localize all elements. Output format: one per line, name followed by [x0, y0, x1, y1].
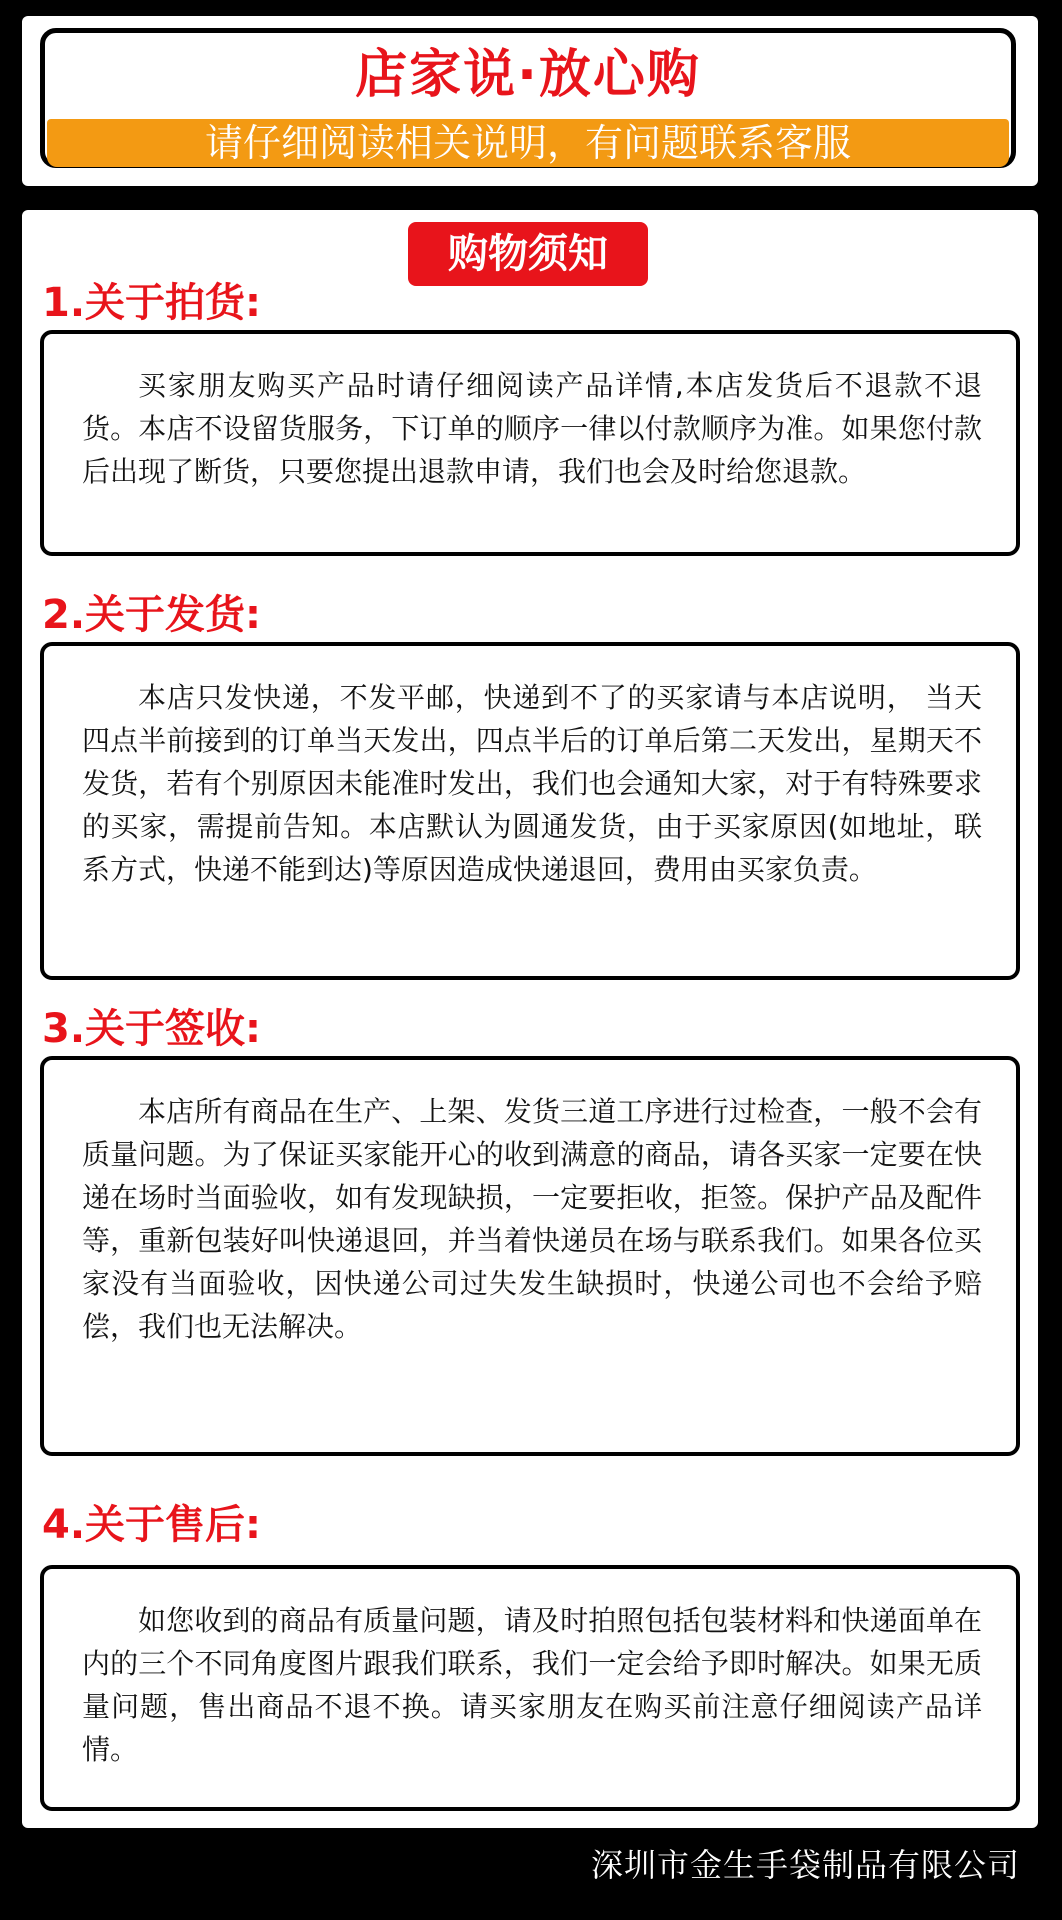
section-text-ordering: 买家朋友购买产品时请仔细阅读产品详情,本店发货后不退款不退货。本店不设留货服务，下订单的顺序一律以付款顺序为准。如果您付款后出现了断货，只要您提出退款申请，我们也会及时给您退款。: [82, 369, 982, 488]
header-frame: [40, 28, 1016, 168]
section-text-aftersales: 如您收到的商品有质量问题，请及时拍照包括包装材料和快递面单在内的三个不同角度图片跟我们联系，我们一定会给予即时解决。如果无质量问题，售出商品不退不换。请买家朋友在购买前注意仔细阅读产品详情。: [82, 1604, 982, 1766]
section-box-ordering: [40, 330, 1020, 556]
page-title: 店家说·放心购: [355, 45, 701, 105]
section-text-receipt: 本店所有商品在生产、上架、发货三道工序进行过检查，一般不会有质量问题。为了保证买家能开心的收到满意的商品，请各买家一定要在快递在场时当面验收，如有发现缺损，一定要拒收，拒签。保护产品及配件等，重新包装好叫快递退回，并当着快递员在场与联系我们。如果各位买家没有当面验收，因快递公司过失发生缺损时，快递公司也不会给予赔偿，我们也无法解决。: [82, 1095, 982, 1343]
notice-panel: [22, 210, 1038, 1828]
company-name: 深圳市金生手袋制品有限公司: [590, 1846, 1020, 1884]
section-title-shipping: 2.关于发货:: [42, 592, 262, 638]
header-panel: [22, 16, 1038, 186]
section-title-receipt: 3.关于签收:: [42, 1006, 262, 1052]
section-title-ordering: 1.关于拍货:: [42, 280, 262, 326]
section-box-shipping: [40, 642, 1020, 980]
header-subtitle: 请仔细阅读相关说明，有问题联系客服: [47, 119, 1009, 167]
section-box-receipt: [40, 1056, 1020, 1456]
section-text-shipping: 本店只发快递，不发平邮，快递到不了的买家请与本店说明， 当天四点半前接到的订单当天发出，四点半后的订单后第二天发出，星期天不发货，若有个别原因未能准时发出，我们也会通知大家，对于有特殊要求的买家，需提前告知。本店默认为圆通发货，由于买家原因(如地址，联系方式，快递不能到达)等原因造成快递退回，费用由买家负责。: [82, 681, 982, 886]
section-box-aftersales: [40, 1565, 1020, 1811]
notice-badge: 购物须知: [408, 222, 648, 286]
section-title-aftersales: 4.关于售后:: [42, 1502, 262, 1548]
